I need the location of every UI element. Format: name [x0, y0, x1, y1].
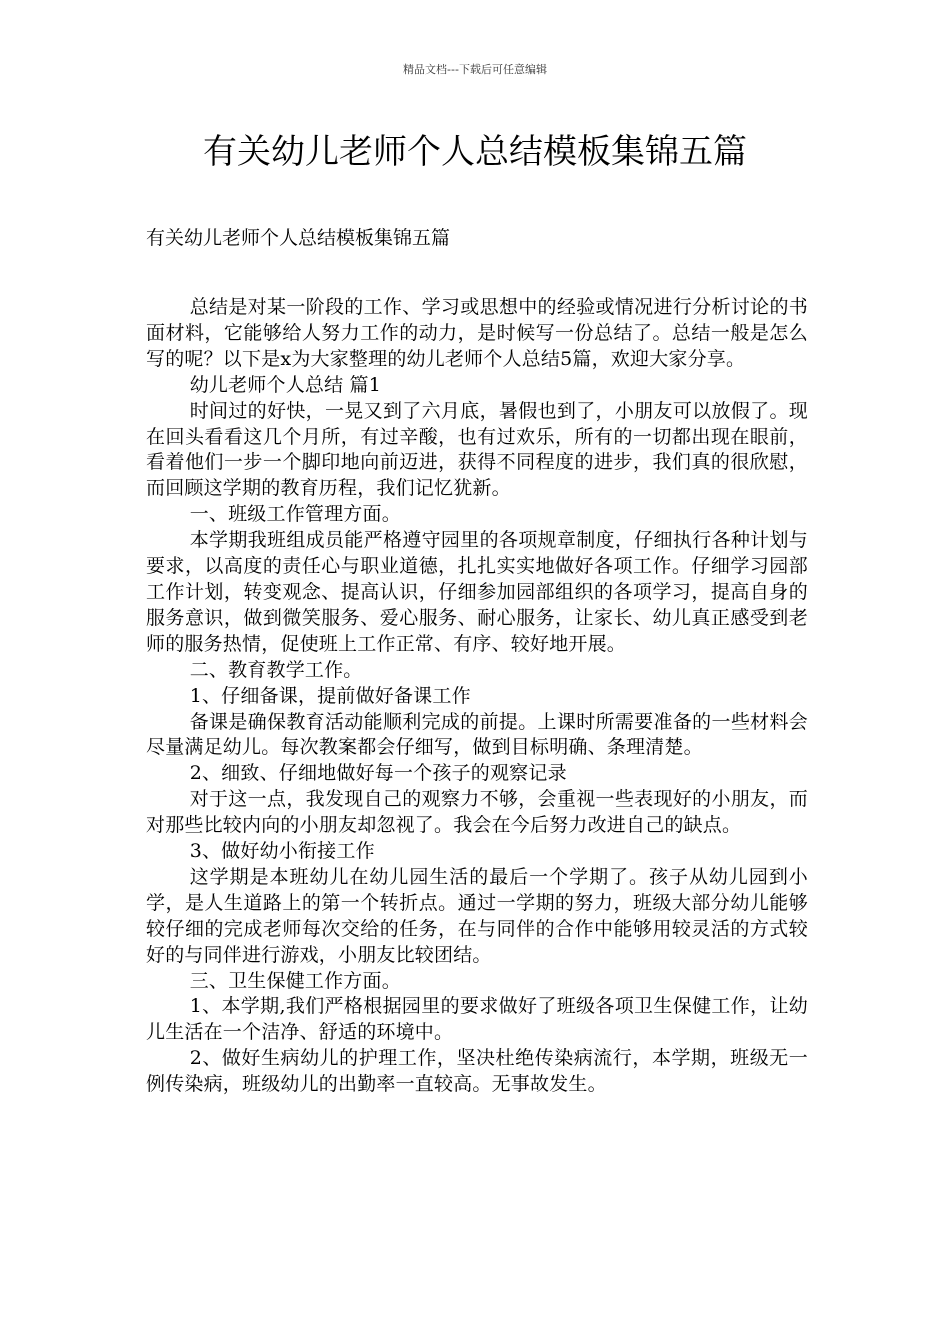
document-body — [146, 295, 808, 1098]
section-heading-teaching: 二、教育教学工作。 — [189, 658, 363, 681]
section-heading-health: 三、卫生保健工作方面。 — [189, 969, 401, 992]
paragraph-class-management: 本学期我班组成员能严格遵守园里的各项规章制度，仔细执行各种计划与要求，以高度的责任心与职业道德，扎扎实实地做好各项工作。仔细学习园部工作计划，转变观念、提高认识，仔细参加园部组织的各项学习，提高自身的服务意识，做到微笑服务、爱心服务、耐心服务，让家长、幼儿真正感受到老师的服务热情，促使班上工作正常、有序、较好地开展。 — [146, 529, 808, 655]
subheading-transition: 3、做好幼小衔接工作 — [189, 840, 375, 863]
paragraph-intro: 总结是对某一阶段的工作、学习或思想中的经验或情况进行分析讨论的书面材料，它能够给人努力工作的动力，是时候写一份总结了。总结一般是怎么写的呢？以下是x为大家整理的幼儿老师个人总结5篇，欢迎大家分享。 — [146, 296, 808, 370]
paragraph-lesson-prep: 备课是确保教育活动能顺利完成的前提。上课时所需要准备的一些材料会尽量满足幼儿。每次教案都会仔细写，做到目标明确、条理清楚。 — [146, 710, 808, 759]
paragraph-health-2: 2、做好生病幼儿的护理工作，坚决杜绝传染病流行，本学期，班级无一例传染病，班级幼儿的出勤率一直较高。无事故发生。 — [146, 1047, 808, 1096]
document-subtitle: 有关幼儿老师个人总结模板集锦五篇 — [146, 227, 451, 249]
subheading-observation: 2、细致、仔细地做好每一个孩子的观察记录 — [189, 762, 567, 785]
paragraph-transition: 这学期是本班幼儿在幼儿园生活的最后一个学期了。孩子从幼儿园到小学，是人生道路上的第一个转折点。通过一学期的努力，班级大部分幼儿能够较仔细的完成老师每次交给的任务，在与同伴的合作中能够用较灵活的方式较好的与同伴进行游戏，小朋友比较团结。 — [146, 865, 808, 966]
paragraph-health-1: 1、本学期,我们严格根据园里的要求做好了班级各项卫生保健工作，让幼儿生活在一个洁净、舒适的环境中。 — [146, 995, 808, 1044]
header-note: 精品文档---下载后可任意编辑 — [403, 63, 547, 76]
section-heading-class-management: 一、班级工作管理方面。 — [189, 503, 401, 526]
paragraph-opening: 时间过的好快，一晃又到了六月底，暑假也到了，小朋友可以放假了。现在回头看看这几个月所，有过辛酸，也有过欢乐，所有的一切都出现在眼前，看着他们一步一个脚印地向前迈进，获得不同程度的进步，我们真的很欣慰，而回顾这学期的教育历程，我们记忆犹新。 — [146, 399, 808, 500]
paragraph-observation: 对于这一点，我发现自己的观察力不够，会重视一些表现好的小朋友，而对那些比较内向的小朋友却忽视了。我会在今后努力改进自己的缺点。 — [146, 788, 808, 837]
subheading-lesson-prep: 1、仔细备课，提前做好备课工作 — [189, 684, 471, 707]
document-title: 有关幼儿老师个人总结模板集锦五篇 — [203, 132, 747, 172]
section-heading-1: 幼儿老师个人总结 篇1 — [189, 373, 382, 396]
